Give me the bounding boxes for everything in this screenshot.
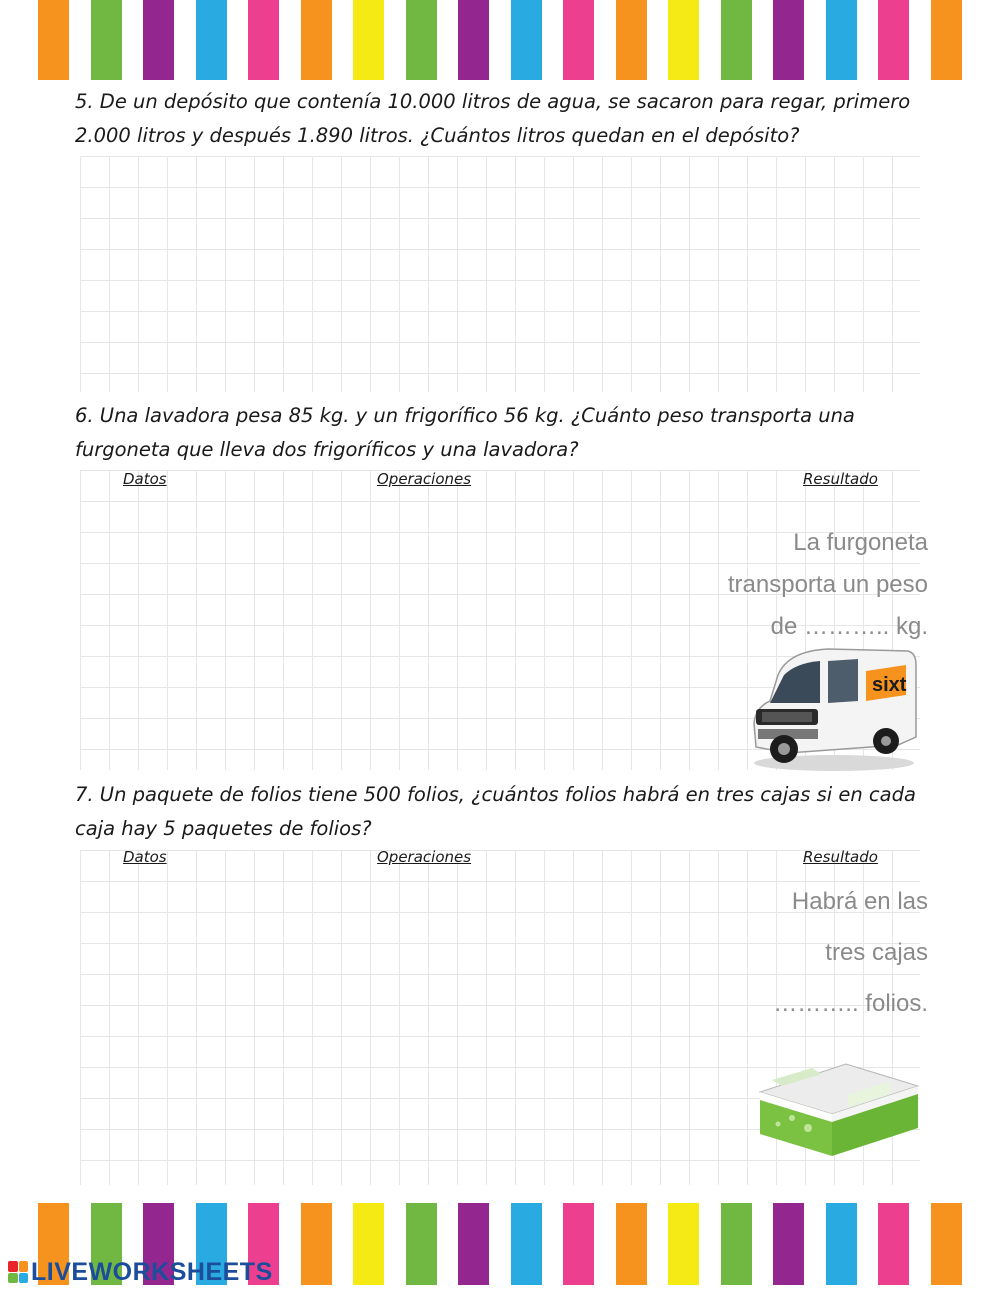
stripe (301, 0, 332, 80)
stripe (406, 1203, 437, 1285)
answer-grid-5[interactable] (80, 156, 920, 392)
stripe (616, 1203, 647, 1285)
logo-square (19, 1273, 29, 1284)
stripe (353, 0, 384, 80)
operaciones-header: Operaciones (377, 848, 472, 866)
question-5-text: 5. De un depósito que contenía 10.000 litros de agua, se sacaron para regar, primero 2.000 litros y después 1.890 litros. ¿Cuántos litros quedan en el depósito? (75, 90, 911, 147)
logo-mark-icon (8, 1261, 28, 1283)
logo-square (8, 1273, 18, 1284)
stripe (773, 1203, 804, 1285)
stripe (458, 0, 489, 80)
logo-square (19, 1261, 29, 1272)
stripe (563, 1203, 594, 1285)
stripe (773, 0, 804, 80)
question-6-text: 6. Una lavadora pesa 85 kg. y un frigorífico 56 kg. ¿Cuánto peso transporta una furgoneta que lleva dos frigoríficos y una lavadora? (75, 404, 855, 461)
stripe (931, 0, 962, 80)
stripe (826, 0, 857, 80)
logo-square (8, 1261, 18, 1272)
answer-sentence-7: Habrá en las tres cajas ……….. folios. (773, 888, 928, 1017)
stripe (458, 1203, 489, 1285)
stripe (91, 0, 122, 80)
answer-sentence-6: La furgoneta transporta un peso de ……….. kg. (727, 529, 928, 640)
stripe (931, 1203, 962, 1285)
stripe (511, 0, 542, 80)
stripe (563, 0, 594, 80)
stripe (143, 0, 174, 80)
stripe (826, 1203, 857, 1285)
datos-header: Datos (123, 848, 167, 866)
stripe (878, 1203, 909, 1285)
svg-text:sixt: sixt (872, 674, 907, 696)
question-7-text: 7. Un paquete de folios tiene 500 folios, ¿cuántos folios habrá en tres cajas si en cada caja hay 5 paquetes de folios? (75, 783, 916, 840)
datos-header: Datos (123, 470, 167, 488)
stripe (721, 1203, 752, 1285)
resultado-header: Resultado (803, 848, 878, 866)
stripe (668, 1203, 699, 1285)
stripe (406, 0, 437, 80)
operaciones-header: Operaciones (377, 470, 472, 488)
stripe (668, 0, 699, 80)
liveworksheets-logo (8, 1258, 273, 1286)
stripe (248, 0, 279, 80)
stripe (38, 0, 69, 80)
stripe (353, 1203, 384, 1285)
stripe (878, 0, 909, 80)
delivery-van-icon (748, 645, 920, 773)
stripe (301, 1203, 332, 1285)
stripe (721, 0, 752, 80)
paper-ream-icon (752, 1052, 924, 1160)
stripe (196, 0, 227, 80)
logo-text: LIVEWORKSHEETS (31, 1257, 273, 1286)
resultado-header: Resultado (803, 470, 878, 488)
stripe (511, 1203, 542, 1285)
stripe (616, 0, 647, 80)
top-stripe-border (38, 0, 962, 80)
